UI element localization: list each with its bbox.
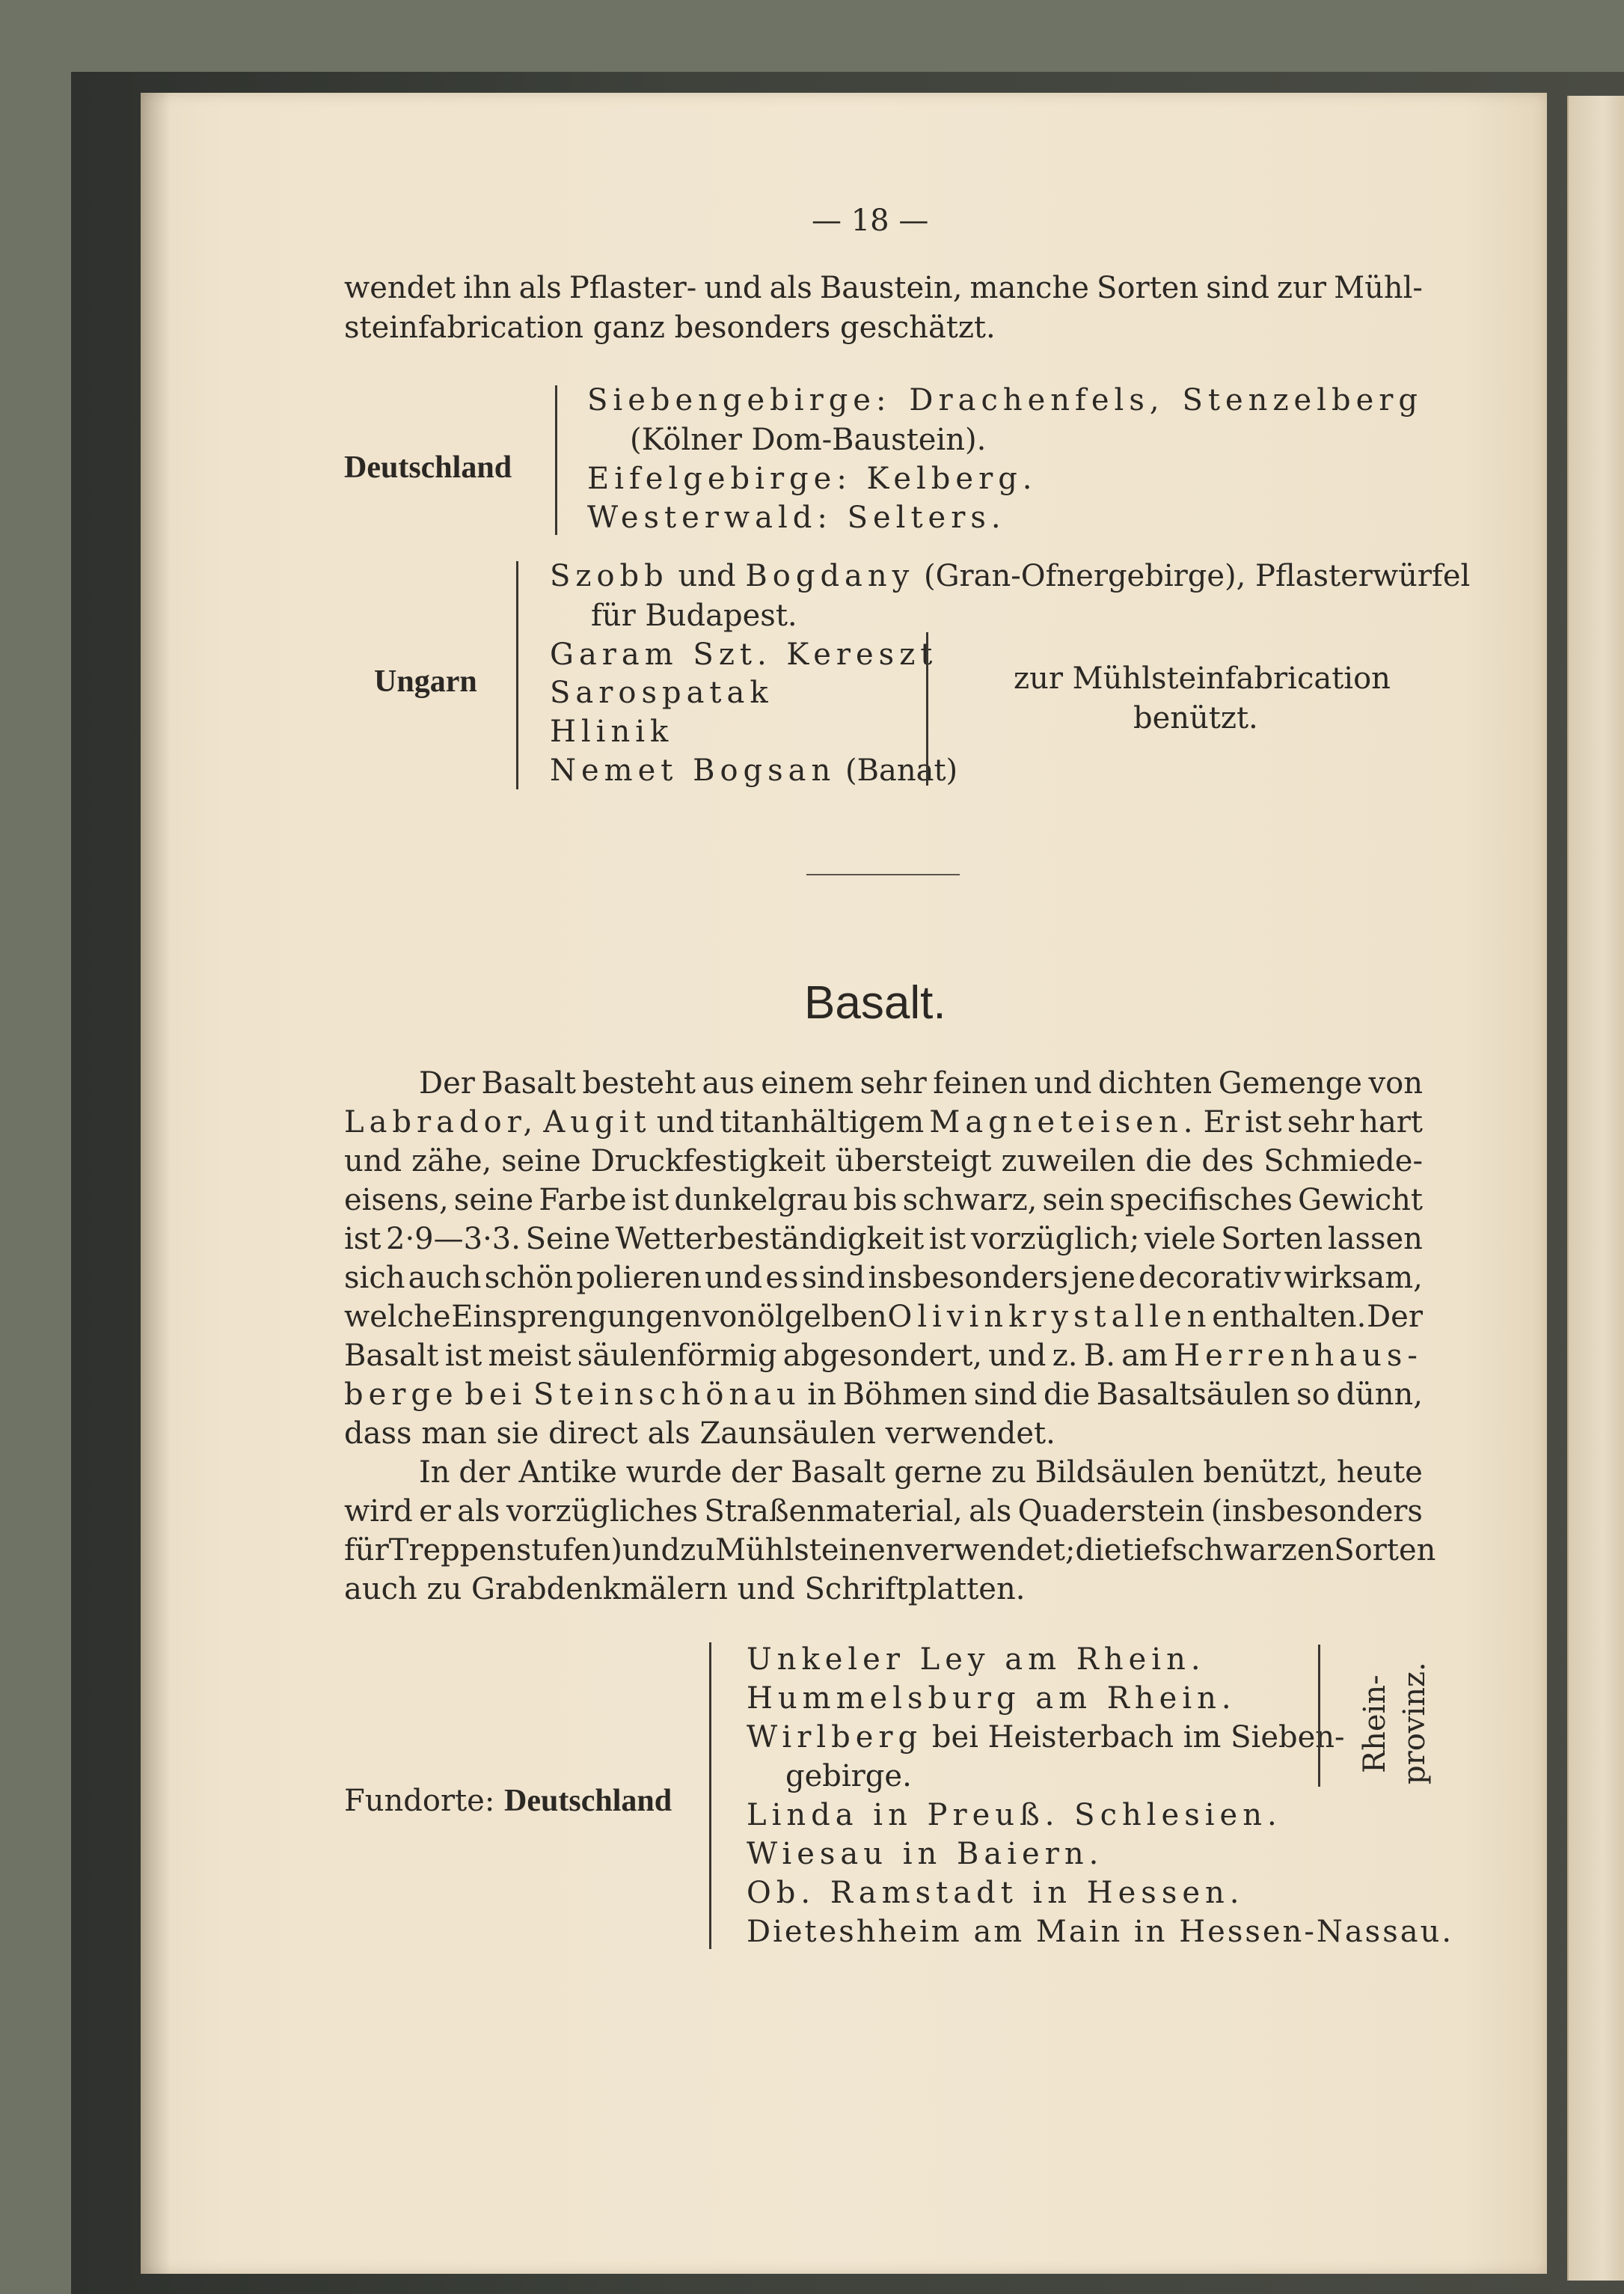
next-page-edge: [1567, 96, 1624, 2281]
fo-line-7: Ob. Ramstadt in Hessen.: [747, 1876, 1245, 1910]
fo-line-5: Linda in Preuß. Schlesien.: [747, 1798, 1282, 1832]
hu-line-3: Garam Szt. Kereszt: [550, 637, 938, 672]
p2-line-1: In der Antike wurde der Basalt gerne zu Bildsäulen benützt, heute: [419, 1455, 1423, 1490]
intro-line-2: steinfabrication ganz besonders geschätzt.: [344, 311, 996, 345]
p1-line-8: Basalt ist meist säulenförmig abgesondert, und z. B. am Herrenhaus-: [344, 1339, 1423, 1373]
de-line-3: Eifelgebirge: Kelberg.: [587, 462, 1038, 496]
section-separator: [806, 874, 960, 875]
hu-line-1: Szobb und Bogdany (Gran-Ofnergebirge), Pflasterwürfel: [550, 559, 1471, 593]
brace-deutschland: [555, 385, 557, 535]
label-deutschland: Deutschland: [344, 450, 512, 485]
fo-line-8: Dieteshheim am Main in Hessen-Nassau.: [747, 1915, 1454, 1949]
de-line-1: Siebengebirge: Drachenfels, Stenzelberg: [587, 383, 1423, 417]
p1-line-4: eisens, seine Farbe ist dunkelgrau bis schwarz, sein specifisches Gewicht: [344, 1183, 1423, 1217]
p2-line-3: für Treppenstufen) und zu Mühlsteinen verwendet; die tiefschwarzen Sorten: [344, 1533, 1436, 1567]
brace-fundorte: [709, 1642, 711, 1949]
p1-line-2: Labrador, Augit und titanhältigem Magneteisen. Er ist sehr hart: [344, 1105, 1423, 1140]
brace-ungarn: [516, 561, 518, 789]
p2-line-2: wird er als vorzügliches Straßenmaterial, als Quaderstein (insbesonders: [344, 1494, 1423, 1529]
fo-line-4: gebirge.: [785, 1759, 912, 1793]
fo-line-6: Wiesau in Baiern.: [747, 1837, 1104, 1871]
hu-line-2: für Budapest.: [591, 599, 797, 633]
p2-line-4: auch zu Grabdenkmälern und Schriftplatten.: [344, 1572, 1026, 1606]
section-title: Basalt.: [804, 977, 946, 1029]
hu-line-6: Nemet Bogsan (Banat): [550, 753, 958, 788]
p1-line-3: und zähe, seine Druckfestigkeit übersteigt zuweilen die des Schmiede-: [344, 1144, 1423, 1178]
hu-line-5: Hlinik: [550, 715, 674, 749]
hu-line-4: Sarospatak: [550, 676, 773, 710]
intro-line-1: wendet ihn als Pflaster- und als Baustein, manche Sorten sind zur Mühl-: [344, 271, 1423, 305]
hu-note-1: zur Mühlsteinfabrication: [1014, 661, 1391, 696]
fo-line-3: Wirlberg bei Heisterbach im Sieben-: [747, 1720, 1345, 1755]
p1-line-5: ist 2·9—3·3. Seine Wetterbeständigkeit ist vorzüglich; viele Sorten lassen: [344, 1222, 1423, 1256]
de-line-4: Westerwald: Selters.: [587, 501, 1006, 535]
page-number: — 18 —: [812, 204, 929, 238]
gutter-shadow: [141, 93, 171, 2274]
p1-line-10: dass man sie direct als Zaunsäulen verwendet.: [344, 1416, 1055, 1451]
p1-line-9: berge bei Steinschönau in Böhmen sind die Basaltsäulen so dünn,: [344, 1377, 1423, 1412]
brace-ungarn-right: [926, 632, 928, 786]
rheinprovinz-line-2: provinz.: [1397, 1662, 1432, 1784]
hu-note-2: benützt.: [1133, 701, 1258, 735]
fo-line-2: Hummelsburg am Rhein.: [747, 1681, 1237, 1716]
brace-rheinprovinz: [1318, 1645, 1320, 1787]
de-line-2: (Kölner Dom-Baustein).: [630, 423, 987, 457]
fundorte-label: Fundorte: Deutschland: [344, 1784, 672, 1818]
p1-line-7: welche Einsprengungen von ölgelben Olivinkrystallen enthalten. Der: [344, 1300, 1423, 1334]
label-ungarn: Ungarn: [374, 664, 477, 699]
fo-line-1: Unkeler Ley am Rhein.: [747, 1642, 1206, 1677]
rheinprovinz-line-1: Rhein-: [1358, 1674, 1392, 1773]
p1-line-1: Der Basalt besteht aus einem sehr feinen und dichten Gemenge von: [419, 1066, 1423, 1101]
p1-line-6: sich auch schön polieren und es sind insbesonders jene decorativ wirksam,: [344, 1261, 1423, 1295]
